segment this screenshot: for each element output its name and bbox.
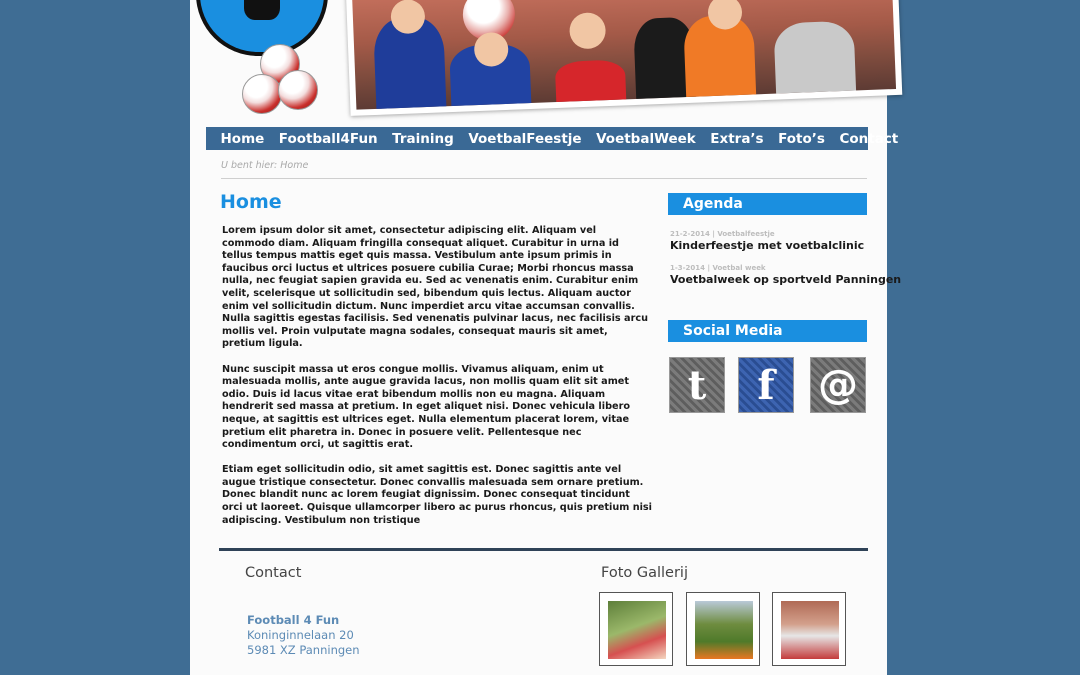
gallery-photo — [695, 601, 753, 659]
footer-contact-heading: Contact — [245, 565, 302, 581]
content-paragraph: Lorem ipsum dolor sit amet, consectetur adipiscing elit. Aliquam vel commodo diam. Aliquam fringilla consequat aliquet. Curabitur in urna id tellus tempus mattis eget quis massa. Vestibulum ante ipsum primis in faucibus orci luctus et ultrices posuere cubilia Curae; Morbi rhoncus massa nulla, nec feugiat sapien gravida eu. Sed ac venenatis enim. Curabitur enim velit, scelerisque ut sollicitudin sed, bibendum quis lectus. Aliquam auctor enim vel sollicitudin dictum. Nunc imperdiet arcu vitae accumsan convallis. Nulla sagittis egestas facilisis. Sed venenatis pulvinar lacus, nec facilisis arcu mollis vel. Proin vulputate magna sodales, consequat mauris sit amet, pretium ligula. — [222, 225, 648, 350]
header-photo — [346, 0, 902, 116]
agenda-event-meta: 21-2-2014 | Voetbalfeestje — [670, 230, 775, 238]
social-media-heading: Social Media — [668, 320, 867, 342]
email-icon[interactable] — [810, 357, 866, 413]
nav-voetbalfeestje[interactable]: VoetbalFeestje — [468, 130, 582, 147]
footer-city: 5981 XZ Panningen — [247, 643, 360, 657]
agenda-heading: Agenda — [668, 193, 867, 215]
footer-org-name: Football 4 Fun — [247, 613, 340, 627]
logo-ball-icon — [278, 70, 318, 110]
breadcrumb: U bent hier: Home — [221, 160, 309, 171]
nav-contact[interactable]: Contact — [839, 130, 899, 147]
nav-training[interactable]: Training — [392, 130, 454, 147]
content-paragraph: Nunc suscipit massa ut eros congue mollis. Vivamus aliquam, enim ut malesuada mollis, ante augue gravida lacus, non mollis quam elit sit amet odio. Duis id lacus vitae erat bibendum mollis non eu magna. Aliquam hendrerit sed massa at pretium. In eget aliquet nisi. Donec vehicula libero neque, at sagittis est ultrices eget. Nulla elementum placerat lorem, vitae pretium elit pharetra in. Donec in posuere velit. Pellentesque nec condimentum orci, ut sagittis erat. — [222, 363, 631, 451]
nav-extras[interactable]: Extra’s — [710, 130, 764, 147]
email-glyph: @ — [818, 362, 858, 408]
agenda-event-link[interactable]: Voetbalweek op sportveld Panningen — [670, 273, 902, 286]
gallery-photo — [781, 601, 839, 659]
page-title: Home — [220, 191, 282, 213]
footer-gallery-heading: Foto Gallerij — [601, 565, 688, 581]
facebook-glyph: f — [757, 361, 775, 409]
agenda-event-meta: 1-3-2014 | Voetbal week — [670, 264, 766, 272]
footer-street: Koninginnelaan 20 — [247, 628, 354, 642]
twitter-glyph: t — [687, 361, 707, 409]
gallery-thumbnail[interactable] — [599, 592, 673, 666]
nav-home[interactable]: Home — [220, 130, 265, 147]
footer-divider — [219, 548, 868, 551]
club-logo[interactable] — [196, 0, 328, 56]
facebook-icon[interactable] — [738, 357, 794, 413]
twitter-icon[interactable] — [669, 357, 725, 413]
nav-fotos[interactable]: Foto’s — [778, 130, 825, 147]
agenda-event-link[interactable]: Kinderfeestje met voetbalclinic — [670, 239, 865, 252]
main-content — [222, 225, 653, 526]
logo-player-silhouette — [244, 0, 280, 20]
nav-football4fun[interactable]: Football4Fun — [278, 130, 378, 147]
gallery-thumbnail[interactable] — [772, 592, 846, 666]
gallery-photo — [608, 601, 666, 659]
gallery-thumbnail[interactable] — [686, 592, 760, 666]
breadcrumb-divider — [221, 178, 867, 179]
content-paragraph: Etiam eget sollicitudin odio, sit amet sagittis est. Donec sagittis ante vel augue tristique consectetur. Donec convallis malesuada sem ornare pretium. Donec blandit nunc ac lorem feugiat dignissim. Donec consequat tincidunt orci ut laoreet. Quisque ullamcorper libero ac purus rhoncus, quis pretium nisi adipiscing. Vestibulum non tristique — [222, 464, 653, 526]
page-container — [190, 0, 902, 675]
logo-ball-icon — [242, 74, 282, 114]
main-navigation — [206, 127, 899, 150]
nav-voetbalweek[interactable]: VoetbalWeek — [596, 130, 696, 147]
